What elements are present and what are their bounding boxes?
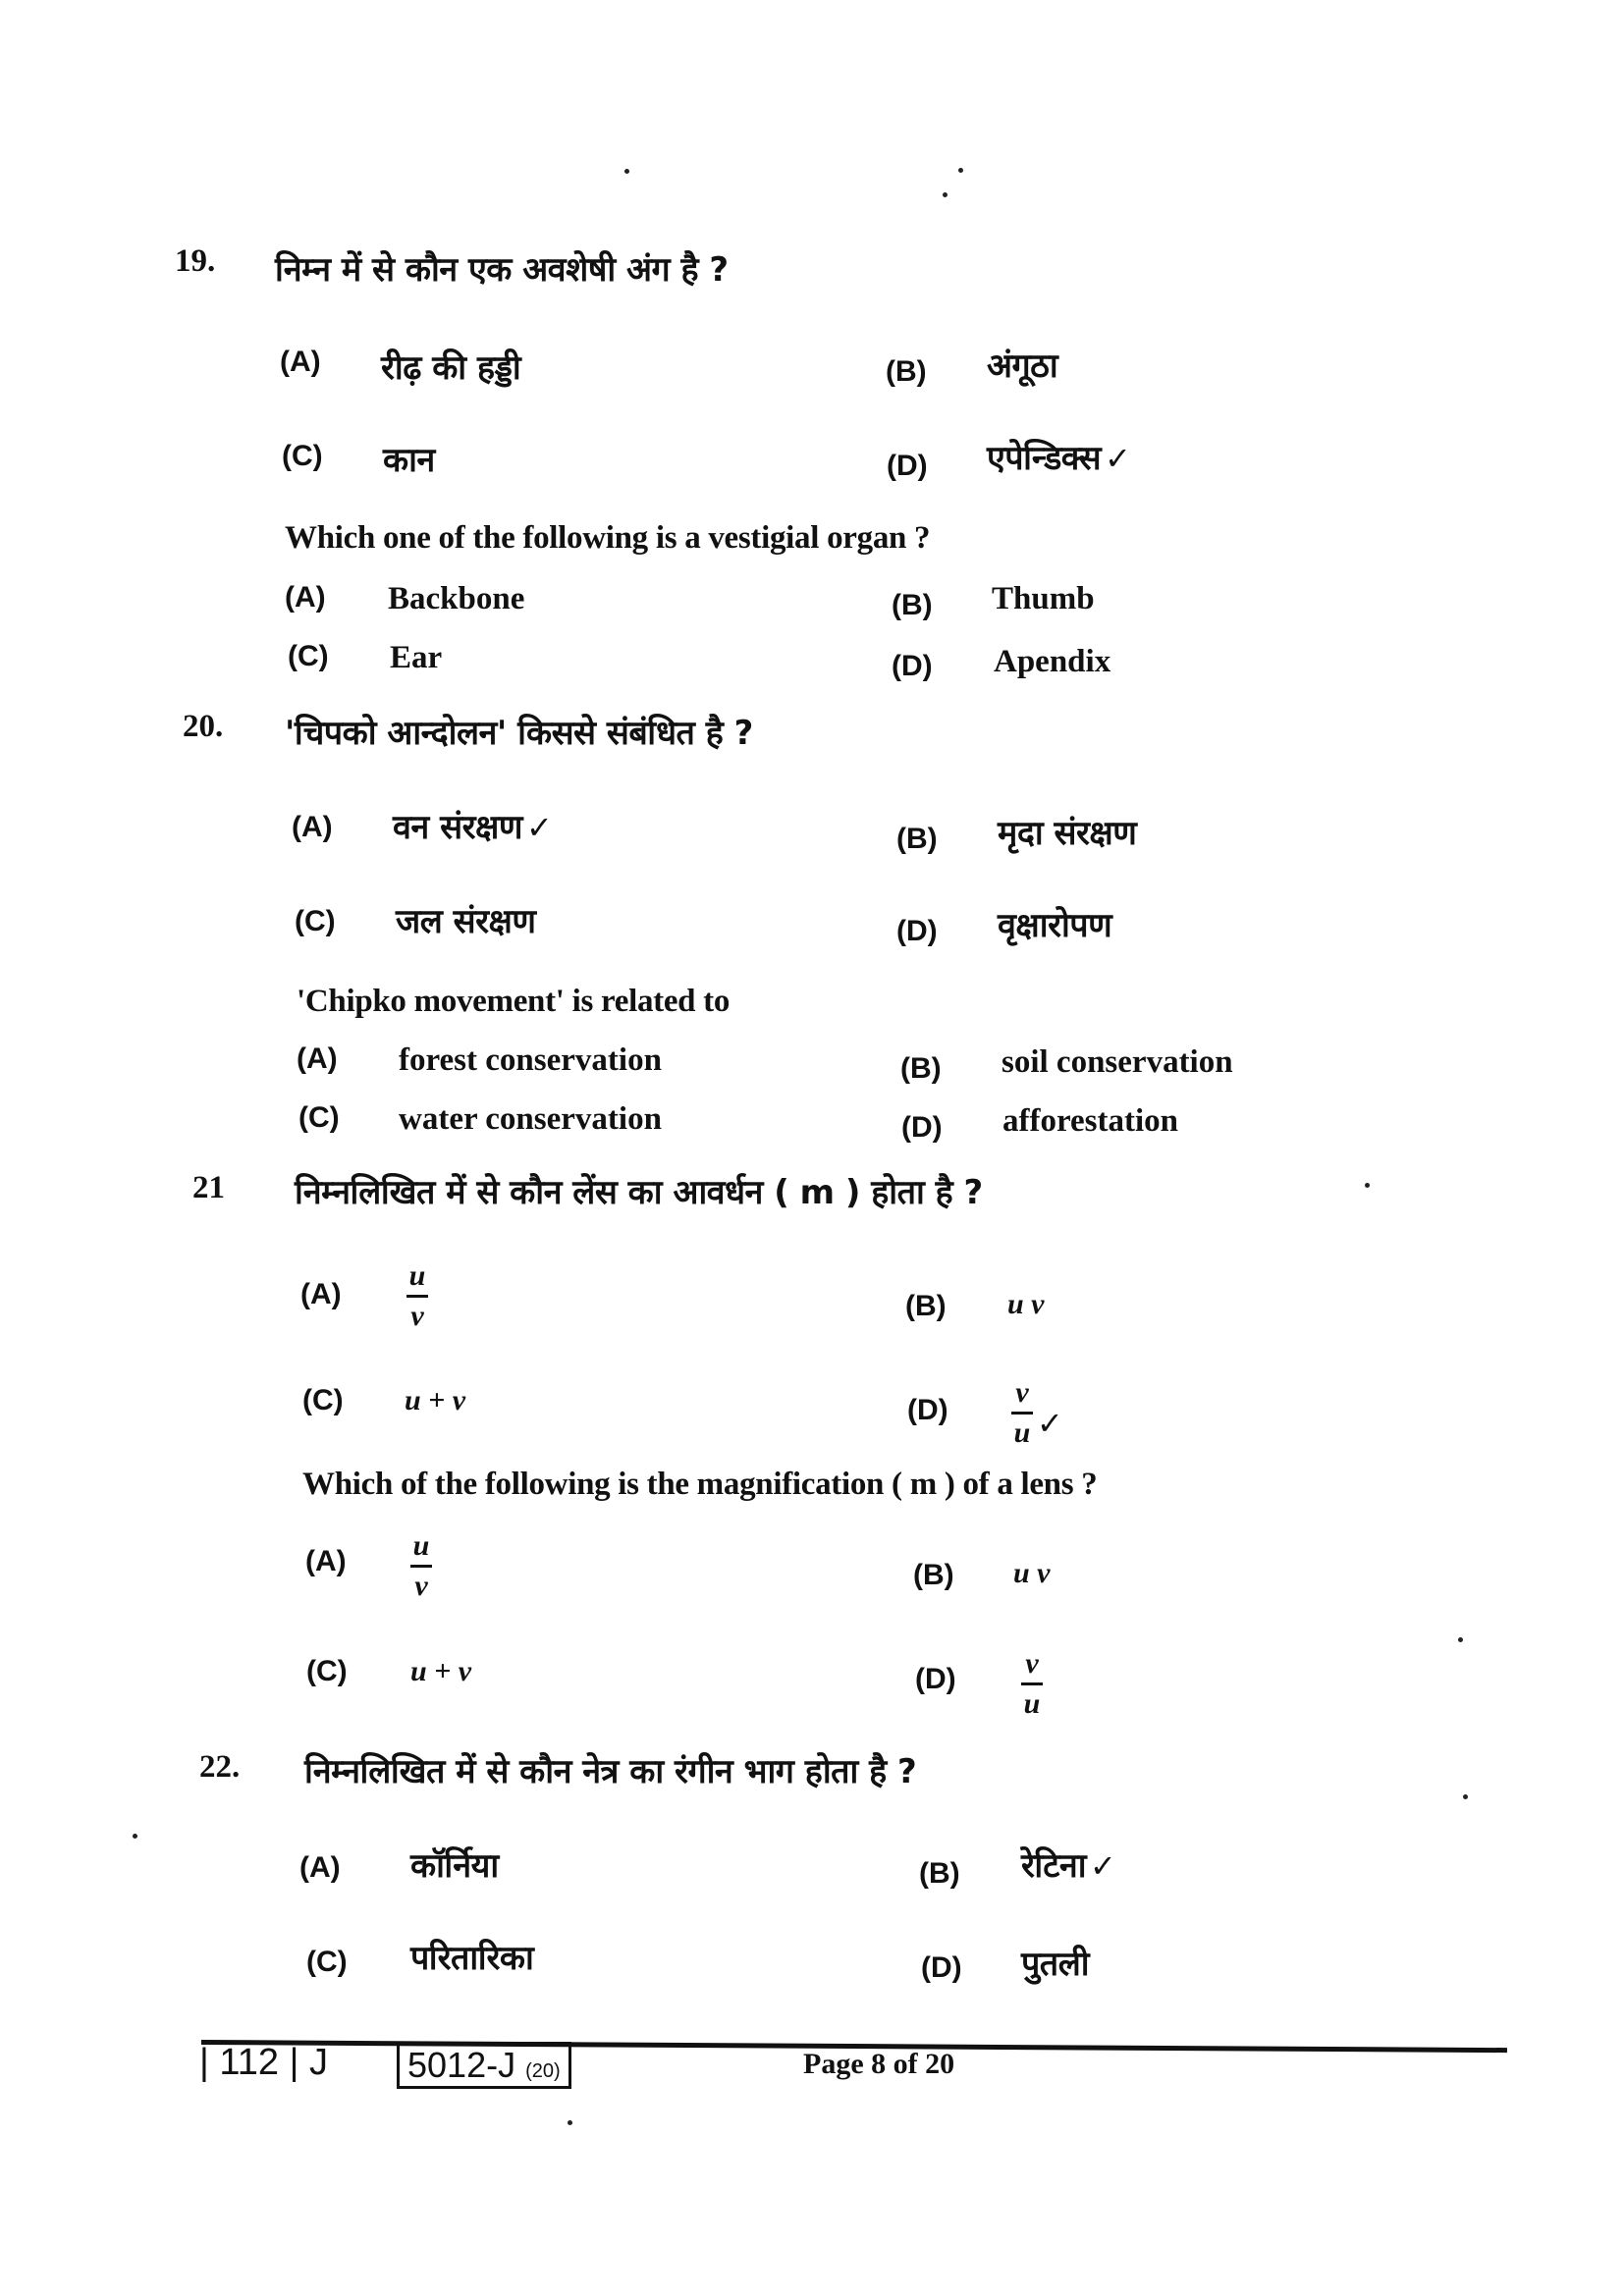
option-text: रीढ़ की हड्डी: [381, 348, 521, 388]
option-label: (B): [913, 1559, 954, 1591]
option-text: कॉर्निया: [410, 1846, 499, 1886]
option-label: (C): [282, 440, 323, 472]
question-text-hindi: निम्न में से कौन एक अवशेषी अंग है ?: [275, 250, 729, 290]
option-label: (B): [900, 1052, 942, 1085]
question-number: 22.: [199, 1749, 241, 1785]
option-text: u + v: [405, 1384, 466, 1416]
paper-code-box: 5012-J (20): [397, 2042, 571, 2089]
option-text: वन संरक्षण ✓: [393, 808, 553, 847]
option-text: पुतली: [1021, 1945, 1090, 1984]
scan-speck: [624, 169, 629, 174]
option-d-answer: [1011, 1378, 1063, 1448]
option-label: (A): [299, 1851, 341, 1884]
checkmark-icon: ✓: [1090, 1847, 1116, 1885]
question-text-hindi: 'चिपको आन्दोलन' किससे संबंधित है ?: [285, 714, 753, 753]
scan-speck: [568, 2120, 572, 2125]
option-label: (D): [901, 1111, 943, 1144]
option-label: (B): [905, 1290, 947, 1322]
option-label: (C): [302, 1384, 344, 1416]
option-text: Apendix: [994, 644, 1111, 679]
question-text-english: Which of the following is the magnification ( m ) of a lens ?: [302, 1467, 1098, 1502]
option-fraction: v u: [1021, 1649, 1043, 1719]
option-fraction: u v: [406, 1261, 428, 1331]
option-label: (C): [298, 1101, 340, 1134]
option-text: forest conservation: [399, 1042, 662, 1078]
option-text: एपेन्डिक्स ✓: [987, 439, 1131, 478]
option-text: मृदा संरक्षण: [998, 814, 1137, 853]
page-number: Page 8 of 20: [803, 2048, 955, 2080]
checkmark-icon: ✓: [525, 809, 553, 846]
paper-code-left: | 112 | J: [199, 2042, 328, 2083]
option-text: Backbone: [388, 581, 525, 616]
option-label: (D): [907, 1394, 948, 1426]
option-label: (B): [892, 589, 933, 621]
option-label: (A): [280, 346, 321, 378]
option-label: (C): [306, 1946, 348, 1978]
checkmark-icon: ✓: [1037, 1404, 1063, 1442]
option-label: (D): [896, 915, 938, 947]
checkmark-icon: ✓: [1105, 440, 1131, 477]
option-text: अंगूठा: [987, 347, 1058, 386]
scan-speck: [943, 192, 947, 197]
option-label: (B): [896, 823, 938, 855]
option-label: (D): [892, 650, 933, 682]
option-text: जल संरक्षण: [396, 902, 536, 941]
option-text: u v: [1013, 1557, 1051, 1589]
option-label: (C): [288, 640, 329, 672]
option-text: Thumb: [992, 581, 1095, 616]
option-fraction: $\frac{v}{u}$: [1011, 1378, 1033, 1448]
option-label: (A): [285, 581, 326, 614]
option-text: वृक्षारोपण: [998, 906, 1112, 945]
option-label: (A): [305, 1545, 347, 1577]
option-label: (C): [306, 1655, 348, 1687]
scan-speck: [1365, 1183, 1370, 1188]
option-text: u + v: [410, 1655, 472, 1687]
option-text: water conservation: [399, 1101, 662, 1137]
scan-speck: [958, 168, 963, 173]
option-text: परितारिका: [410, 1939, 534, 1978]
scan-speck: [133, 1834, 137, 1839]
question-number: 20.: [183, 709, 224, 744]
question-number: 21: [192, 1170, 225, 1205]
option-text: u v: [1007, 1288, 1045, 1320]
scan-speck: [1458, 1637, 1463, 1642]
question-number: 19.: [175, 243, 216, 279]
option-label: (C): [295, 905, 336, 937]
option-text: रेटिना ✓: [1021, 1846, 1116, 1886]
option-label: (A): [297, 1042, 338, 1075]
question-text-english: Which one of the following is a vestigial organ ?: [285, 520, 931, 556]
option-label: (B): [886, 355, 927, 388]
option-text: कान: [383, 441, 435, 480]
scan-speck: [1463, 1794, 1468, 1799]
option-label: (D): [921, 1951, 962, 1984]
option-label: (A): [300, 1278, 342, 1310]
option-text: soil conservation: [1001, 1044, 1233, 1080]
question-text-english: 'Chipko movement' is related to: [297, 984, 731, 1019]
option-fraction: u v: [410, 1531, 432, 1601]
question-text-hindi: निम्नलिखित में से कौन लेंस का आवर्धन ( m ) होता है ?: [295, 1173, 983, 1212]
option-text: Ear: [390, 640, 443, 675]
option-text: afforestation: [1002, 1103, 1179, 1139]
question-text-hindi: निम्नलिखित में से कौन नेत्र का रंगीन भाग होता है ?: [304, 1752, 917, 1791]
option-label: (D): [915, 1663, 956, 1695]
option-label: (B): [919, 1857, 960, 1890]
option-label: (D): [887, 450, 928, 482]
option-label: (A): [292, 811, 333, 843]
